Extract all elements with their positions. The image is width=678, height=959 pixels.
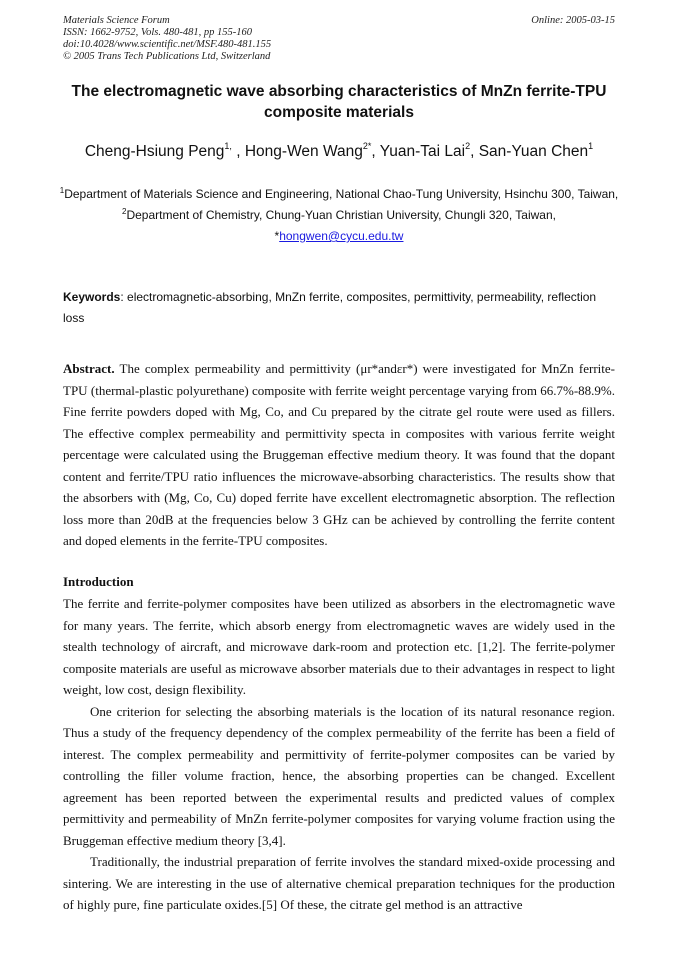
journal-header — [63, 15, 615, 63]
online-date: Online: 2005-03-15 — [531, 15, 615, 26]
author-separator: , — [231, 143, 245, 160]
author-name: Cheng-Hsiung Peng — [84, 143, 225, 160]
author-name: Hong-Wen Wang — [244, 143, 363, 160]
doi-line: doi:10.4028/www.scientific.net/MSF.480-481.155 — [63, 39, 272, 50]
copyright-line: © 2005 Trans Tech Publications Ltd, Switzerland — [63, 51, 271, 62]
email-mark: * — [274, 229, 280, 243]
journal-name: Materials Science Forum — [63, 15, 170, 26]
affiliation-text: Department of Materials Science and Engineering, National Chao-Tung University, Hsinchu 300, Taiwan, — [64, 187, 619, 201]
author-affiliation-mark: 2 — [465, 141, 471, 151]
author-separator: , — [371, 143, 380, 160]
intro-paragraph: One criterion for selecting the absorbing materials is the location of its natural resonance region. Thus a study of the frequency dependency of the complex permeability of the ferrite has been a field of interest. The complex permeability and permittivity of ferrite-polymer composites can be varied by controlling the filler volume fraction, hence, the absorbing properties can be changed. Excellent agreement has been reported between the experimental results and predicted values of complex permittivity and permeability of MnZn ferrite-polymer composites for varying volume fraction using the Bruggeman effective medium theory [3,4]. — [63, 703, 615, 848]
affiliation-mark: 1 — [59, 186, 65, 195]
author-list — [30, 142, 648, 162]
author-affiliation-mark: 1, — [224, 141, 232, 151]
affiliation-1 — [45, 184, 633, 205]
abstract-text: The complex permeability and permittivity (μr*andεr*) were investigated for MnZn ferrite-TPU (thermal-plastic polyurethane) composite with ferrite weight percentage varying from 66.7%-88.9%. Fine ferrite powders doped with Mg, Co, and Cu prepared by the citrate gel route were used as fillers. The effective complex permeability and permittivity specta in composites with various ferrite weight percentage were calculated using the Bruggeman effective medium theory. It was found that the dopant content and ferrite/TPU ratio influences the microwave-absorbing characteristics. The results show that the absorbers with (Mg, Co, Cu) doped ferrite have excellent electromagnetic absorption. The reflection loss more than 20dB at the frequencies below 3 GHz can be achieved by controlling the ferrite content and doped elements in the ferrite-TPU composites. — [63, 361, 615, 548]
corresponding-email — [45, 226, 633, 247]
affiliation-text: Department of Chemistry, Chung-Yuan Christian University, Chungli 320, Taiwan, — [126, 208, 556, 222]
email-link[interactable]: hongwen@cycu.edu.tw — [279, 229, 404, 243]
author-separator: , — [470, 143, 479, 160]
author-affiliation-mark: 1 — [588, 141, 594, 151]
author-name: San-Yuan Chen — [478, 143, 589, 160]
affiliation-2 — [45, 205, 633, 226]
keywords-text: : electromagnetic-absorbing, MnZn ferrite, composites, permittivity, permeability, reflection loss — [63, 290, 597, 325]
section-heading-introduction: Introduction — [63, 574, 134, 589]
abstract-label: Abstract. — [63, 361, 115, 376]
intro-paragraph: The ferrite and ferrite-polymer composites have been utilized as absorbers in the electromagnetic wave for many years. The ferrite, which absorb energy from electromagnetic waves are widely used in the stealth technology of aircraft, and microwave dark-room and protection etc. [1,2]. The ferrite-polymer composite materials are useful as microwave absorber materials due to their advantages in respect to light weight, low cost, design flexibility. — [63, 596, 615, 697]
keywords-label: Keywords — [63, 290, 121, 304]
keywords — [63, 287, 615, 329]
introduction-body — [63, 593, 615, 916]
paper-title: The electromagnetic wave absorbing characteristics of MnZn ferrite-TPU composite materials — [71, 83, 607, 121]
affiliation-mark: 2 — [122, 207, 127, 216]
intro-paragraph: Traditionally, the industrial preparation of ferrite involves the standard mixed-oxide processing and sintering. We are interesting in the use of alternative chemical preparation techniques for the production of highly pure, fine particulate oxides.[5] Of these, the citrate gel method is an attractive — [63, 854, 615, 912]
author-affiliation-mark: 2* — [362, 141, 372, 151]
author-name: Yuan-Tai Lai — [379, 143, 466, 160]
affiliations — [45, 184, 633, 247]
issn-line: ISSN: 1662-9752, Vols. 480-481, pp 155-160 — [63, 27, 252, 38]
abstract — [63, 358, 615, 552]
